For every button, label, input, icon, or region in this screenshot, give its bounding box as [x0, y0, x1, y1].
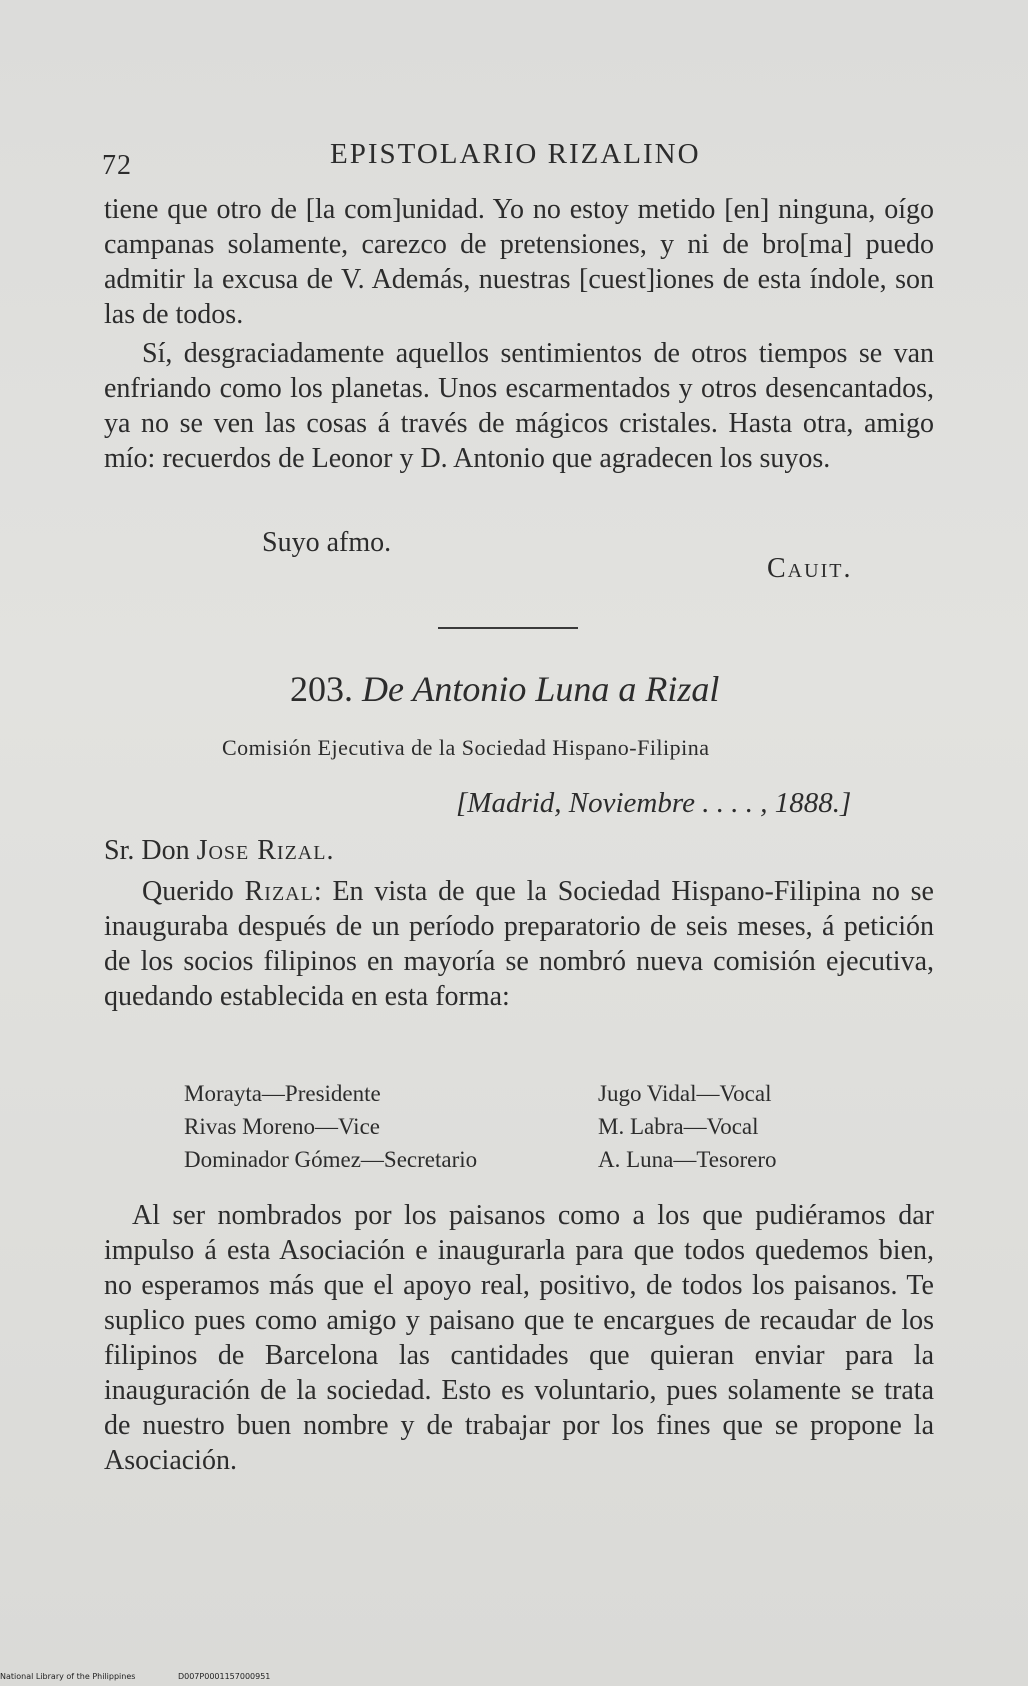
committee-member: Jugo Vidal—Vocal	[598, 1081, 772, 1106]
committee-member: Dominador Gómez—Secretario	[184, 1147, 478, 1172]
letter-heading	[290, 668, 719, 710]
page-number: 72	[102, 150, 132, 181]
salutation-word: Querido	[142, 876, 245, 907]
letter-signature: Cauit.	[767, 553, 853, 584]
salutation-name: Rizal	[244, 876, 314, 907]
committee-member: Rivas Moreno—Vice	[184, 1114, 380, 1139]
previous-letter-paragraph-2: Sí, desgraciadamente aquellos sentimientos de otros tiempos se van enfriando como los planetas. Unos escarmentados y otros desencantados, ya no se ven las cosas á través de mágicos cristales. Hasta otra, amigo mío: recuerdos de Leonor y D. Antonio que agradecen los suyos.	[104, 338, 934, 474]
recipient-name: Jose Rizal.	[196, 835, 335, 866]
committee-member: M. Labra—Vocal	[598, 1114, 759, 1139]
committee-member: Morayta—Presidente	[184, 1081, 381, 1106]
letter-paragraph-1	[104, 874, 934, 1014]
archive-footer	[0, 1672, 310, 1681]
committee-member: A. Luna—Tesorero	[598, 1147, 777, 1172]
recipient-prefix: Sr. Don	[104, 835, 197, 866]
recipient-line	[104, 835, 334, 867]
letter-closing: Suyo afmo.	[262, 527, 392, 558]
letter-paragraph-2: Al ser nombrados por los paisanos como a los que pudiéramos dar impulso á esta Asociación e inaugurarla para que todos quedemos bien, no esperamos más que el apoyo real, positivo, de todos los paisanos. Te suplico pues como amigo y paisano que te encargues de recaudar de los filipinos de Barcelona las cantidades que quieran enviar para la inauguración de la sociedad. Esto es voluntario, pues solamente se trata de nuestro buen nombre y de trabajar por los fines que se propone la Asociación.	[104, 1200, 934, 1476]
letter-number: 203.	[290, 669, 353, 709]
section-divider	[438, 627, 578, 629]
running-title: EPISTOLARIO RIZALINO	[330, 138, 701, 170]
paragraph-1-body: : En vista de que la Sociedad Hispano-Filipina no se inauguraba después de un período preparatorio de seis meses, á petición de los socios filipinos en mayoría se nombró nueva comisión ejecutiva, quedando establecida en esta forma:	[104, 876, 934, 1012]
footer-code: D007P0001157000951	[177, 1672, 271, 1681]
dateline: [Madrid, Noviembre . . . . , 1888.]	[456, 787, 852, 819]
committee-list-right	[598, 1077, 777, 1176]
previous-letter-paragraph-1: tiene que otro de [la com]unidad. Yo no estoy metido [en] ninguna, oígo campanas solamente, carezco de pretensiones, y ni de bro[ma] puedo admitir la excusa de V. Además, nuestras [cuest]iones de esta índole, son las de todos.	[104, 194, 934, 330]
footer-library: National Library of the Philippines	[0, 1672, 136, 1681]
committee-list-left	[184, 1077, 477, 1176]
letter-title: De Antonio Luna a Rizal	[362, 669, 720, 709]
letterhead: Comisión Ejecutiva de la Sociedad Hispano-Filipina	[222, 735, 710, 760]
